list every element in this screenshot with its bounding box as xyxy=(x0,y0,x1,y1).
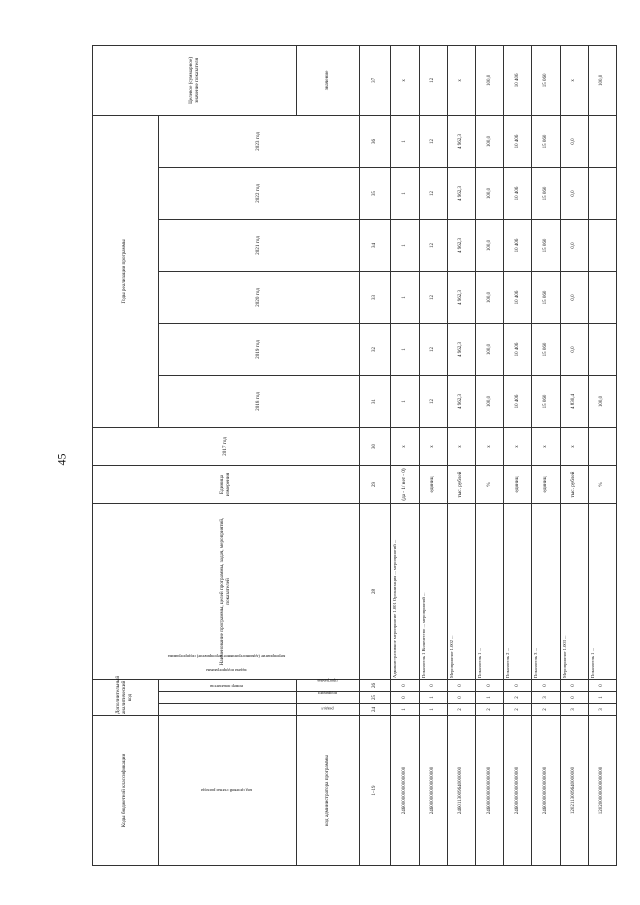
row-unit: % xyxy=(475,466,503,504)
header-program: программа xyxy=(297,680,360,692)
year-value: 10 406 xyxy=(504,220,532,272)
year-2022: 2022 год xyxy=(158,168,359,220)
row-name: Показатель 2 ... xyxy=(504,504,532,680)
col-index: 31 xyxy=(359,376,390,428)
year-value: 0,0 xyxy=(560,272,588,324)
year-value: 15 060 xyxy=(532,220,560,272)
year-value: 100,0 xyxy=(475,376,503,428)
year-value: 0,0 xyxy=(560,324,588,376)
row-unit: тыс. рублей xyxy=(560,466,588,504)
table-row xyxy=(504,45,532,865)
col-index: 35 xyxy=(359,168,390,220)
row-unit: % xyxy=(588,466,616,504)
year-value: 4 962,3 xyxy=(447,324,475,376)
row-name: Административное мероприятие 1.001 Организация ... мероприятий ... xyxy=(391,504,419,680)
row-name: Показатель 1 ... xyxy=(475,504,503,680)
activity-code: 2 xyxy=(475,704,503,716)
year-2023: 2023 год xyxy=(158,115,359,167)
year-value: 100,0 xyxy=(475,272,503,324)
code: 1202113009640000000 xyxy=(560,716,588,866)
year-value xyxy=(588,115,616,167)
header-codes: Коды бюджетной классификации xyxy=(93,716,159,866)
indicator-code: 1 xyxy=(588,692,616,704)
year-value: 15 060 xyxy=(532,168,560,220)
year-value: 10 406 xyxy=(504,272,532,324)
row-name: Показатель 3 ... xyxy=(532,504,560,680)
page-number: 45 xyxy=(54,453,69,466)
activity-code: 2 xyxy=(504,704,532,716)
row-base: x xyxy=(504,428,532,466)
year-value: 4 962,3 xyxy=(447,115,475,167)
year-value: 15 060 xyxy=(532,272,560,324)
row-target: x xyxy=(560,45,588,115)
task-code: 0 xyxy=(391,680,419,692)
row-target: 10 406 xyxy=(504,45,532,115)
year-2021: 2021 год xyxy=(158,220,359,272)
year-value: 4 962,3 xyxy=(447,376,475,428)
header-target: Целевое (суммарное) значение показателя xyxy=(93,45,297,115)
indicator-code: 1 xyxy=(475,692,503,704)
task-code: 0 xyxy=(419,680,447,692)
year-value: 1 xyxy=(391,115,419,167)
year-value: 12 xyxy=(419,376,447,428)
header-target-sub: значение xyxy=(297,45,360,115)
header-task: задача подпрограммы xyxy=(158,680,296,692)
year-value: 10 406 xyxy=(504,168,532,220)
year-value: 15 060 xyxy=(532,115,560,167)
task-code: 0 xyxy=(588,680,616,692)
table-row xyxy=(532,45,560,865)
activity-code: 1 xyxy=(419,704,447,716)
row-name: Мероприятие 1.002 ... xyxy=(447,504,475,680)
col-index: 36 xyxy=(359,115,390,167)
year-value: 100,0 xyxy=(475,324,503,376)
year-value xyxy=(588,220,616,272)
table-row xyxy=(447,45,475,865)
year-value xyxy=(588,168,616,220)
code: 2460000000000000000 xyxy=(504,716,532,866)
code: 1202000000000000000 xyxy=(588,716,616,866)
year-2020: 2020 год xyxy=(158,272,359,324)
header-budget-article: код целевой статьи расхода xyxy=(158,716,296,866)
table-row xyxy=(475,45,503,865)
year-value: 10 406 xyxy=(504,115,532,167)
activity-code: 2 xyxy=(532,704,560,716)
year-value: 1 xyxy=(391,220,419,272)
row-base: x xyxy=(447,428,475,466)
row-unit: (да - 1/ нет - 0) xyxy=(391,466,419,504)
year-value: 0,0 xyxy=(560,115,588,167)
table-row xyxy=(419,45,447,865)
col-index: 1–19 xyxy=(359,716,390,866)
year-value: 12 xyxy=(419,168,447,220)
indicator-code: 0 xyxy=(560,692,588,704)
row-base xyxy=(588,428,616,466)
row-base: x xyxy=(475,428,503,466)
header-unit: Единица измерения xyxy=(93,466,360,504)
task-code: 0 xyxy=(504,680,532,692)
indicator-code: 3 xyxy=(532,692,560,704)
row-target: 100,0 xyxy=(475,45,503,115)
col-index: 29 xyxy=(359,466,390,504)
task-code: 0 xyxy=(532,680,560,692)
table-row xyxy=(588,45,616,865)
year-value: 1 xyxy=(391,324,419,376)
program-table xyxy=(92,45,617,866)
year-value: 12 xyxy=(419,220,447,272)
header-subsection: подраздел xyxy=(297,692,360,704)
activity-code: 1 xyxy=(391,704,419,716)
indicator-code: 1 xyxy=(419,692,447,704)
year-value: 100,0 xyxy=(588,376,616,428)
row-target: x xyxy=(447,45,475,115)
activity-code: 3 xyxy=(588,704,616,716)
col-index: 32 xyxy=(359,324,390,376)
header-section: раздел xyxy=(297,704,360,716)
header-description: Наименование программы, целей программы, задач, мероприятий, показателей xyxy=(93,504,360,680)
year-value: 12 xyxy=(419,324,447,376)
year-value: 0,0 xyxy=(560,220,588,272)
row-target: 15 060 xyxy=(532,45,560,115)
year-2019: 2019 год xyxy=(158,324,359,376)
year-value: 10 406 xyxy=(504,324,532,376)
task-code: 0 xyxy=(475,680,503,692)
year-value: 1 xyxy=(391,272,419,324)
rotated-table-wrapper xyxy=(92,46,617,866)
row-unit: единиц xyxy=(532,466,560,504)
row-unit: единиц xyxy=(504,466,532,504)
year-value: 4 962,3 xyxy=(447,220,475,272)
year-value: 100,0 xyxy=(475,115,503,167)
row-name: Показатель 1 ... xyxy=(588,504,616,680)
col-index: 26 xyxy=(359,680,390,692)
year-value: 10 406 xyxy=(504,376,532,428)
header-indicator-no: номер показателя xyxy=(158,692,296,704)
code: 2460000000000000000 xyxy=(475,716,503,866)
table-row xyxy=(560,45,588,865)
row-base: x xyxy=(419,428,447,466)
year-value: 1 xyxy=(391,376,419,428)
col-index: 30 xyxy=(359,428,390,466)
table-body xyxy=(391,45,617,865)
code: 2460000000000000000 xyxy=(419,716,447,866)
row-target: 100,0 xyxy=(588,45,616,115)
year-value: 4 962,3 xyxy=(447,272,475,324)
task-code: 0 xyxy=(560,680,588,692)
year-value: 12 xyxy=(419,115,447,167)
code: 2460000000000000000 xyxy=(391,716,419,866)
task-code: 0 xyxy=(447,680,475,692)
row-name: Мероприятие 1.003 ... xyxy=(560,504,588,680)
year-value: 1 xyxy=(391,168,419,220)
header-activity: мероприятие (административное мероприятие) подпрограммы xyxy=(158,704,296,716)
year-value: 4 830,4 xyxy=(560,376,588,428)
col-index: 33 xyxy=(359,272,390,324)
year-value xyxy=(588,272,616,324)
indicator-code: 0 xyxy=(447,692,475,704)
row-base: x xyxy=(391,428,419,466)
row-unit: единиц xyxy=(419,466,447,504)
activity-code: 3 xyxy=(560,704,588,716)
row-base: x xyxy=(532,428,560,466)
table-row xyxy=(391,45,419,865)
header-admin: код администратора программы xyxy=(297,716,360,866)
year-value: 4 962,3 xyxy=(447,168,475,220)
col-index: 34 xyxy=(359,220,390,272)
year-value: 100,0 xyxy=(475,220,503,272)
header-years-group: Годы реализации программы xyxy=(93,115,159,427)
year-value xyxy=(588,324,616,376)
header-base-year: 2017 год xyxy=(93,428,360,466)
row-unit: тыс. рублей xyxy=(447,466,475,504)
year-value: 12 xyxy=(419,272,447,324)
row-target: 12 xyxy=(419,45,447,115)
indicator-code: 2 xyxy=(504,692,532,704)
year-value: 0,0 xyxy=(560,168,588,220)
indicator-code: 0 xyxy=(391,692,419,704)
col-index: 25 xyxy=(359,692,390,704)
year-2018: 2018 год xyxy=(158,376,359,428)
year-value: 15 060 xyxy=(532,324,560,376)
activity-code: 2 xyxy=(447,704,475,716)
code: 2460113009640000000 xyxy=(447,716,475,866)
row-base: x xyxy=(560,428,588,466)
code: 2460000000000000000 xyxy=(532,716,560,866)
col-index: 37 xyxy=(359,45,390,115)
row-name: Показатель 1 Количество ... мероприятий ... xyxy=(419,504,447,680)
col-index: 28 xyxy=(359,504,390,680)
year-value: 100,0 xyxy=(475,168,503,220)
header-extra-codes: Дополнительный аналитический код xyxy=(93,680,159,716)
col-index: 24 xyxy=(359,704,390,716)
year-value: 15 060 xyxy=(532,376,560,428)
row-target: x xyxy=(391,45,419,115)
